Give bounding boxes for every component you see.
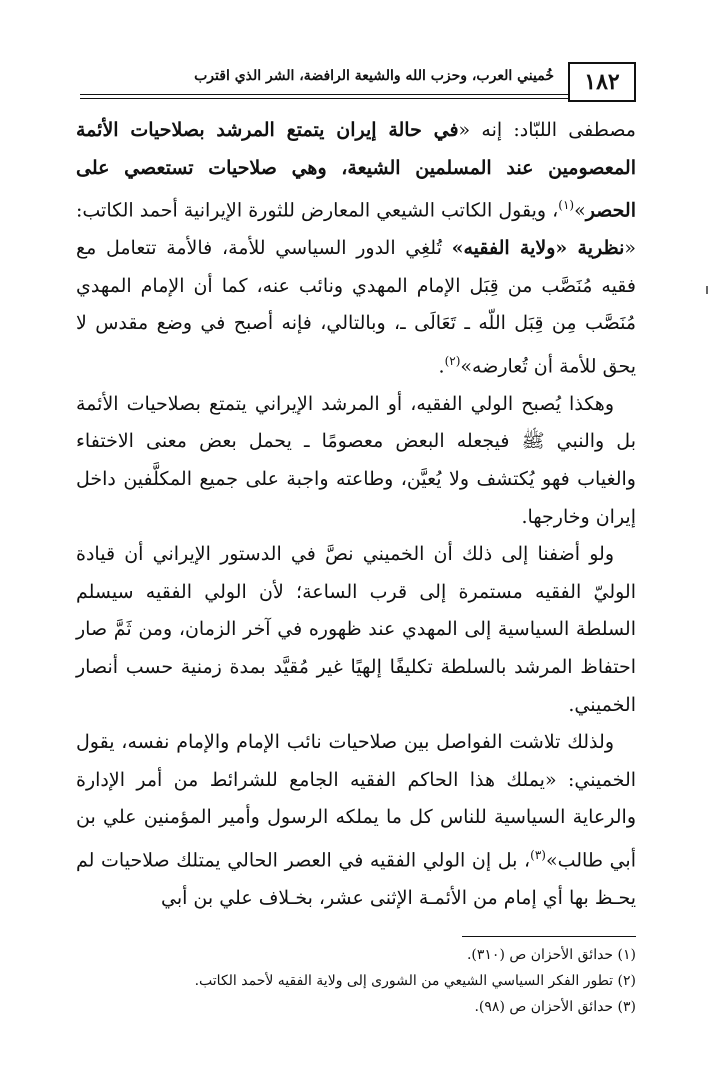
paragraph-3 <box>76 536 636 724</box>
page-number: ١٨٢ <box>568 62 636 102</box>
scan-mark <box>706 286 708 294</box>
footnote-2: (٢) تطور الفكر السياسي الشيعي من الشورى إلى ولاية الفقيه لأحمد الكاتب. <box>194 973 636 989</box>
text-run: ، ويقول الكاتب الشيعي المعارض للثورة الإيرانية أحمد الكاتب: « <box>76 199 636 260</box>
footnote-reference: (٢) <box>444 353 461 368</box>
running-header <box>80 62 636 108</box>
paragraph-2 <box>76 386 636 536</box>
running-title: خُميني العرب، وحزب الله والشيعة الرافضة، الشر الذي اقترب <box>194 68 554 84</box>
header-rule <box>80 94 570 95</box>
text-run: » <box>574 199 586 222</box>
footnote-reference: (١) <box>558 198 575 213</box>
header-rule-secondary <box>80 98 570 99</box>
paragraph-1 <box>76 112 636 386</box>
quoted-text: في حالة إيران يتمتع المرشد بصلاحيات الأئمة المعصومين عند المسلمين الشيعة، وهي صلاحيات تستعصي على الحصر <box>76 119 636 222</box>
footnote-1: (١) حدائق الأحزان ص (٣١٠). <box>466 947 636 963</box>
paragraph-4 <box>76 724 636 917</box>
footnote-separator <box>462 936 636 937</box>
text-run: ، بل إن الولي الفقيه في العصر الحالي يمتلك صلاحيات لم يحـظ بها أي إمام من الأئمـة الإثنى عشر، بخـلاف علي بن أبي <box>76 849 636 909</box>
text-run: . <box>438 355 445 378</box>
text-run: مصطفى اللبّاد: إنه « <box>458 119 636 141</box>
text-run: » <box>545 849 558 872</box>
body-text <box>76 112 636 917</box>
footnote-3: (٣) حدائق الأحزان ص (٩٨). <box>474 999 636 1015</box>
text-run: يملك هذا الحاكم الفقيه الجامع للشرائط من أمر الإدارة والرعاية السياسية للناس كل ما يملكه الرسول وأمير المؤمنين علي بن أبي طالب <box>76 768 636 872</box>
quoted-text: نظرية «ولاية الفقيه» <box>451 237 625 260</box>
text-run: ولو أضفنا إلى ذلك أن الخميني نصَّ في الدستور الإيراني أن قيادة الوليّ الفقيه مستمرة إلى قرب الساعة؛ لأن الولي الفقيه سيسلم السلطة السياسية إلى المهدي عند ظهوره في آخر الزمان، ومن ثَمَّ صار احتفاظ المرشد بالسلطة تكليفًا إلهيًا غير مُقيَّد بمدة زمنية حسب أنصار الخميني. <box>76 543 636 716</box>
footnote-reference: (٣) <box>530 847 546 862</box>
text-run: ولذلك تلاشت الفواصل بين صلاحيات نائب الإمام والإمام نفسه، يقول الخميني: « <box>76 731 637 791</box>
footnotes <box>100 942 636 1020</box>
text-run: وهكذا يُصبح الولي الفقيه، أو المرشد الإيراني يتمتع بصلاحيات الأئمة بل والنبي ﷺ فيجعله البعض معصومًا ـ يحمل بعض معنى الاختفاء والغياب فهو يُكتشف ولا يُعيَّن، وطاعته واجبة على جميع المكلَّفين داخل إيران وخارجها. <box>76 392 636 528</box>
text-run: تُلغِي الدور السياسي للأمة، فالأمة تتعامل مع فقيه مُنَصَّب من قِبَل الإمام المهدي ونائب عنه، كما أن الإمام المهدي مُنَصَّب مِن قِبَل اللّه ـ تَعَالَى ـ، وبالتالي، فإنه أصبح في وضع مقدس لا يحق للأمة أن تُعارضه» <box>76 237 636 378</box>
